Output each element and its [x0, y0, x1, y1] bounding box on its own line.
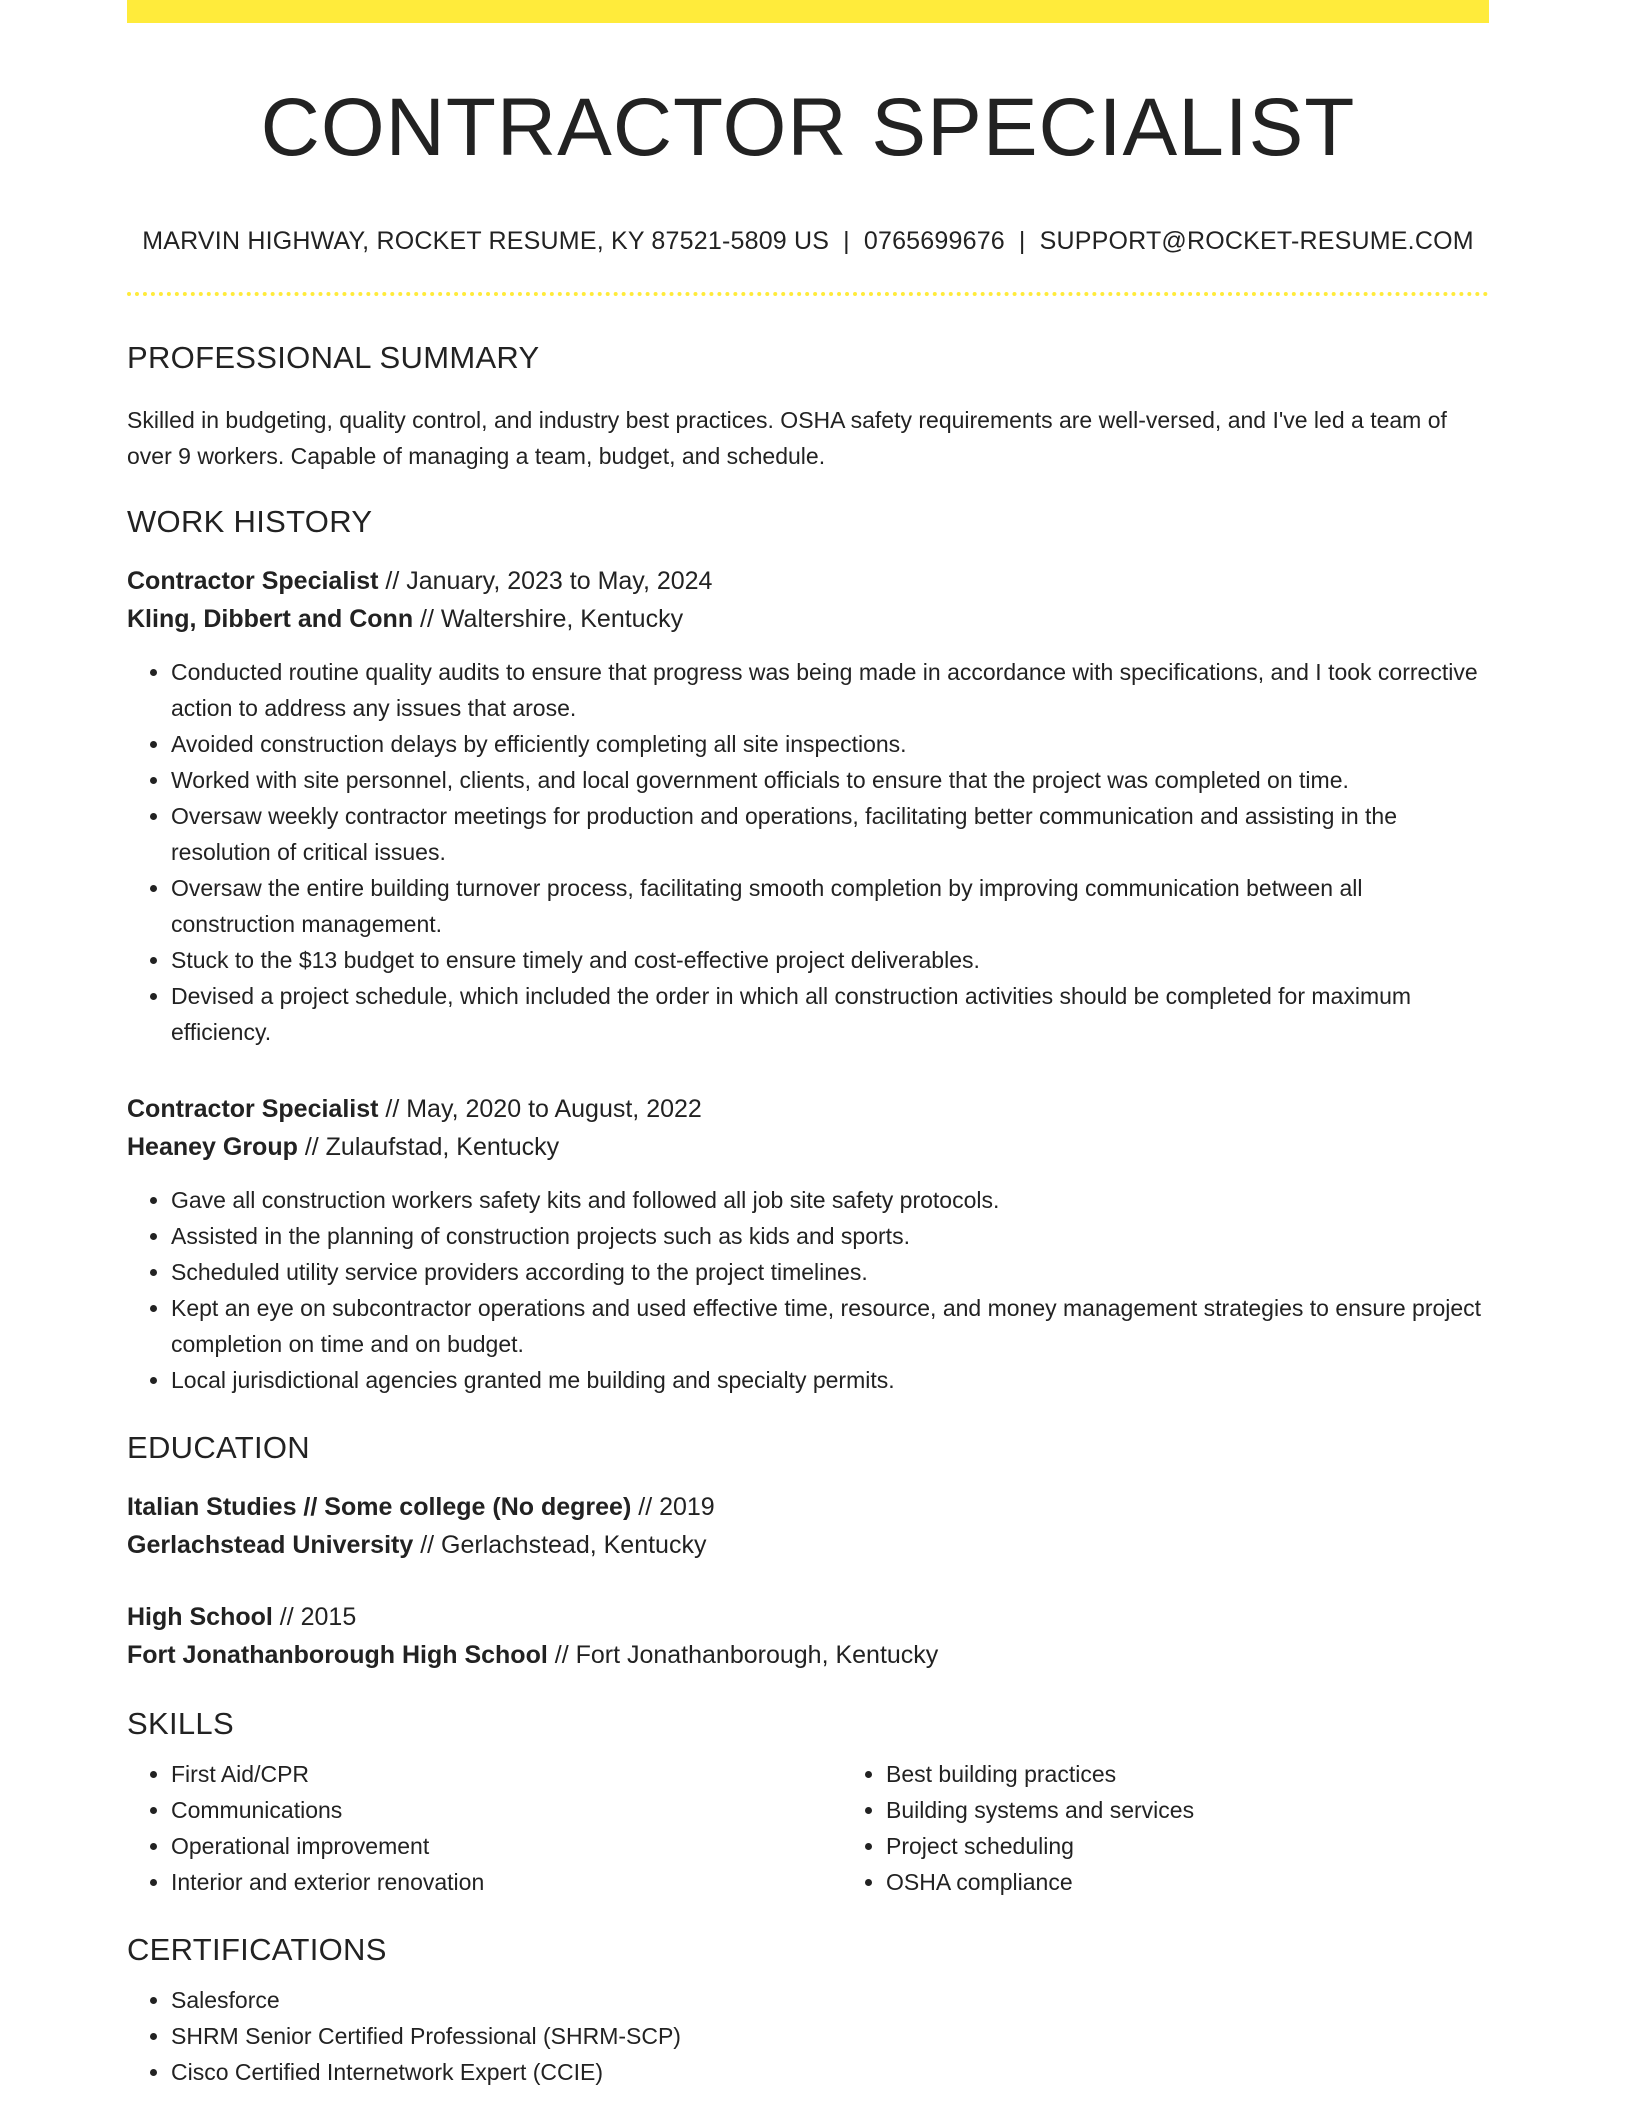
job-company-line [127, 600, 1489, 638]
list-item: • Avoided construction delays by efficiently completing all site inspections. [171, 726, 1489, 762]
work-history-section [127, 504, 1489, 1398]
education-degree-line [127, 1488, 1489, 1526]
list-item: • Oversaw weekly contractor meetings for production and operations, facilitating better communication and assisting in the resolution of critical issues. [171, 798, 1489, 870]
list-item: • Kept an eye on subcontractor operations and used effective time, resource, and money management strategies to ensure project completion on time and on budget. [171, 1290, 1489, 1362]
list-item: • Worked with site personnel, clients, and local government officials to ensure that the project was completed on time. [171, 762, 1489, 798]
list-item: • First Aid/CPR [171, 1756, 842, 1792]
education-school-line [127, 1636, 1489, 1674]
job-company: Heaney Group [127, 1133, 298, 1162]
certifications-list [127, 1982, 1489, 2090]
list-item: • SHRM Senior Certified Professional (SHRM-SCP) [171, 2018, 1489, 2054]
education-school-line [127, 1526, 1489, 1564]
education-degree: High School [127, 1603, 273, 1632]
skills-section [127, 1706, 1489, 1900]
education-year: // 2015 [272, 1603, 357, 1632]
education-degree: Italian Studies // Some college (No degree) [127, 1493, 632, 1522]
accent-bar [127, 0, 1489, 23]
list-item: • Scheduled utility service providers according to the project timelines. [171, 1254, 1489, 1290]
contact-phone: 0765699676 [863, 227, 1005, 256]
job-bullets [127, 654, 1489, 1050]
list-item: • Project scheduling [886, 1828, 1557, 1864]
summary-section [127, 340, 1489, 474]
section-heading-certifications: CERTIFICATIONS [127, 1932, 387, 1968]
list-item: • Gave all construction workers safety kits and followed all job site safety protocols. [171, 1182, 1489, 1218]
skills-list-left [127, 1756, 842, 1900]
job-entry [127, 562, 1489, 1050]
job-location: // Waltershire, Kentucky [413, 605, 684, 634]
job-company-line [127, 1128, 1489, 1166]
contact-email: SUPPORT@ROCKET-RESUME.COM [1039, 227, 1474, 256]
contact-separator: | [1018, 227, 1026, 256]
list-item: • Local jurisdictional agencies granted me building and specialty permits. [171, 1362, 1489, 1398]
list-item: • Conducted routine quality audits to ensure that progress was being made in accordance with specifications, and I took corrective action to address any issues that arose. [171, 654, 1489, 726]
list-item: • Interior and exterior renovation [171, 1864, 842, 1900]
list-item: • Operational improvement [171, 1828, 842, 1864]
education-school: Gerlachstead University [127, 1531, 414, 1560]
dotted-divider [127, 292, 1489, 296]
education-location: // Fort Jonathanborough, Kentucky [547, 1641, 939, 1670]
section-heading-skills: SKILLS [127, 1706, 234, 1742]
job-location: // Zulaufstad, Kentucky [297, 1133, 560, 1162]
list-item: • Best building practices [886, 1756, 1557, 1792]
section-heading-summary: PROFESSIONAL SUMMARY [127, 340, 540, 376]
job-company: Kling, Dibbert and Conn [127, 605, 414, 634]
summary-text: Skilled in budgeting, quality control, and industry best practices. OSHA safety requirements are well-versed, and I've led a team of over 9 workers. Capable of managing a team, budget, and schedule. [127, 407, 1447, 470]
job-title: Contractor Specialist [127, 567, 379, 596]
list-item: • Oversaw the entire building turnover process, facilitating smooth completion by improving communication between all construction management. [171, 870, 1489, 942]
list-item: • Communications [171, 1792, 842, 1828]
certifications-section [127, 1932, 1489, 2090]
resume-content [127, 23, 1489, 2090]
section-heading-education: EDUCATION [127, 1430, 310, 1466]
list-item: • Salesforce [171, 1982, 1489, 2018]
skills-columns [127, 1756, 1489, 1900]
job-title-line [127, 1090, 1489, 1128]
job-bullets [127, 1182, 1489, 1398]
job-title-line [127, 562, 1489, 600]
list-item: • OSHA compliance [886, 1864, 1557, 1900]
skills-list-right [842, 1756, 1557, 1900]
education-section [127, 1430, 1489, 1674]
job-entry [127, 1090, 1489, 1398]
section-heading-work: WORK HISTORY [127, 504, 373, 540]
education-entry [127, 1598, 1489, 1674]
list-item: • Stuck to the $13 budget to ensure timely and cost-effective project deliverables. [171, 942, 1489, 978]
education-entry [127, 1488, 1489, 1564]
job-title: Contractor Specialist [127, 1095, 379, 1124]
contact-address: MARVIN HIGHWAY, ROCKET RESUME, KY 87521-5809 US [142, 227, 830, 256]
list-item: • Building systems and services [886, 1792, 1557, 1828]
resume-name: CONTRACTOR SPECIALIST [260, 82, 1356, 173]
job-dates: // May, 2020 to August, 2022 [378, 1095, 702, 1124]
education-degree-line [127, 1598, 1489, 1636]
contact-line [127, 227, 1489, 256]
job-dates: // January, 2023 to May, 2024 [378, 567, 713, 596]
education-school: Fort Jonathanborough High School [127, 1641, 548, 1670]
list-item: • Devised a project schedule, which included the order in which all construction activities should be completed for maximum efficiency. [171, 978, 1489, 1050]
list-item: • Assisted in the planning of construction projects such as kids and sports. [171, 1218, 1489, 1254]
list-item: • Cisco Certified Internetwork Expert (CCIE) [171, 2054, 1489, 2090]
education-year: // 2019 [631, 1493, 715, 1522]
contact-separator: | [843, 227, 850, 256]
education-location: // Gerlachstead, Kentucky [413, 1531, 707, 1560]
